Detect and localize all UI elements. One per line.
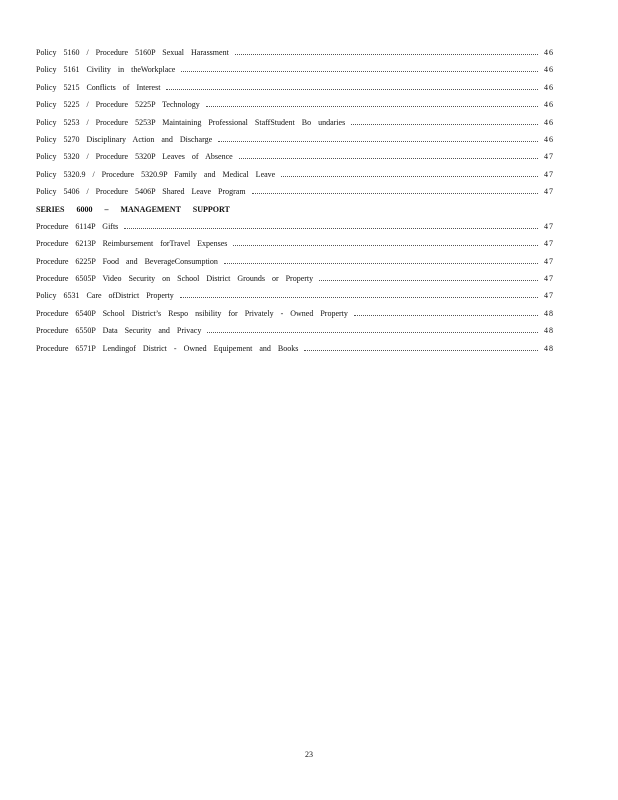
toc-entry-page: 46 bbox=[544, 82, 554, 92]
dot-leader bbox=[351, 124, 538, 125]
toc-row bbox=[36, 253, 554, 270]
dot-leader bbox=[233, 245, 538, 246]
dot-leader bbox=[181, 71, 538, 72]
toc-row bbox=[36, 235, 554, 252]
toc-entry-title: Policy 5215 Conflicts of Interest bbox=[36, 82, 161, 92]
toc-entry-title: Policy 5160 / Procedure 5160P Sexual Harassment bbox=[36, 48, 229, 57]
toc-entry-title: Procedure 6550P Data Security and Privacy bbox=[36, 326, 202, 336]
toc-row bbox=[36, 218, 554, 235]
toc-entry-title: Policy 5270 Disciplinary Action and Discharge bbox=[36, 134, 213, 144]
toc-entry-page: 47 bbox=[544, 256, 554, 266]
toc-entry-page: 48 bbox=[544, 343, 554, 353]
dot-leader bbox=[218, 141, 538, 142]
toc-entry-title: Policy 5253 / Procedure 5253P Maintaining Professional StaffStudent Bo undaries bbox=[36, 117, 346, 127]
toc-entry-page: 47 bbox=[544, 187, 554, 197]
toc-entry-page: 46 bbox=[544, 134, 554, 144]
toc-row bbox=[36, 183, 554, 200]
table-of-contents bbox=[36, 44, 554, 357]
dot-leader bbox=[239, 158, 538, 159]
toc-entry-title: Policy 5161 Civility in theWorkplace bbox=[36, 65, 176, 75]
toc-entry-title: Procedure 6540P School District’s Respo nsibility for Privately - Owned Property bbox=[36, 308, 348, 318]
toc-entry-page: 47 bbox=[544, 152, 554, 162]
toc-entry-title: Procedure 6213P Reimbursement forTravel Expenses bbox=[36, 239, 228, 249]
toc-row bbox=[36, 166, 554, 183]
toc-entry-page: 48 bbox=[544, 326, 554, 336]
dot-leader bbox=[281, 176, 538, 177]
toc-entry-title: Policy 5406 / Procedure 5406P Shared Leave Program bbox=[36, 187, 246, 197]
dot-leader bbox=[354, 315, 538, 316]
toc-row bbox=[36, 79, 554, 96]
dot-leader bbox=[224, 263, 538, 264]
dot-leader bbox=[166, 89, 538, 90]
toc-entry-page: 46 bbox=[544, 65, 554, 75]
toc-entry-page: 46 bbox=[544, 100, 554, 110]
toc-entry-title: Procedure 6225P Food and BeverageConsumption bbox=[36, 256, 218, 266]
series-heading-title: SERIES 6000 – MANAGEMENT SUPPORT bbox=[36, 204, 230, 214]
toc-entry-title: Policy 5320 / Procedure 5320P Leaves of Absence bbox=[36, 152, 233, 162]
toc-entry-title: Procedure 6571P Lendingof District - Owned Equipement and Books bbox=[36, 343, 299, 353]
toc-entry-page: 48 bbox=[544, 308, 554, 318]
toc-row bbox=[36, 322, 554, 339]
page-number: 23 bbox=[305, 750, 313, 759]
dot-leader bbox=[206, 106, 538, 107]
toc-entry-page: 47 bbox=[544, 221, 554, 231]
toc-entry-page: 47 bbox=[544, 274, 554, 284]
toc-row bbox=[36, 270, 554, 287]
toc-entry-title: Policy 5320.9 / Procedure 5320.9P Family and Medical Leave bbox=[36, 169, 276, 179]
toc-entry-title: Procedure 6114P Gifts bbox=[36, 221, 119, 231]
toc-row bbox=[36, 96, 554, 113]
toc-entry-page: 46 bbox=[544, 117, 554, 127]
dot-leader bbox=[319, 280, 538, 281]
toc-row bbox=[36, 131, 554, 148]
toc-entry-page: 46 bbox=[544, 48, 554, 57]
toc-entry-title: Procedure 6505P Video Security on School District Grounds or Property bbox=[36, 274, 314, 284]
toc-row bbox=[36, 340, 554, 357]
dot-leader bbox=[235, 54, 538, 55]
toc-row bbox=[36, 148, 554, 165]
dot-leader bbox=[304, 350, 538, 351]
dot-leader bbox=[180, 297, 538, 298]
series-heading bbox=[36, 201, 554, 218]
toc-entry-page: 47 bbox=[544, 291, 554, 301]
toc-entry-page: 47 bbox=[544, 169, 554, 179]
toc-row bbox=[36, 114, 554, 131]
toc-row bbox=[36, 287, 554, 304]
toc-entry-page: 47 bbox=[544, 239, 554, 249]
dot-leader bbox=[252, 193, 538, 194]
dot-leader bbox=[207, 332, 538, 333]
toc-row bbox=[36, 61, 554, 78]
toc-entry-title: Policy 6531 Care ofDistrict Property bbox=[36, 291, 174, 301]
toc-row bbox=[36, 305, 554, 322]
toc-entry-title: Policy 5225 / Procedure 5225P Technology bbox=[36, 100, 200, 110]
dot-leader bbox=[124, 228, 538, 229]
toc-row bbox=[36, 44, 554, 61]
